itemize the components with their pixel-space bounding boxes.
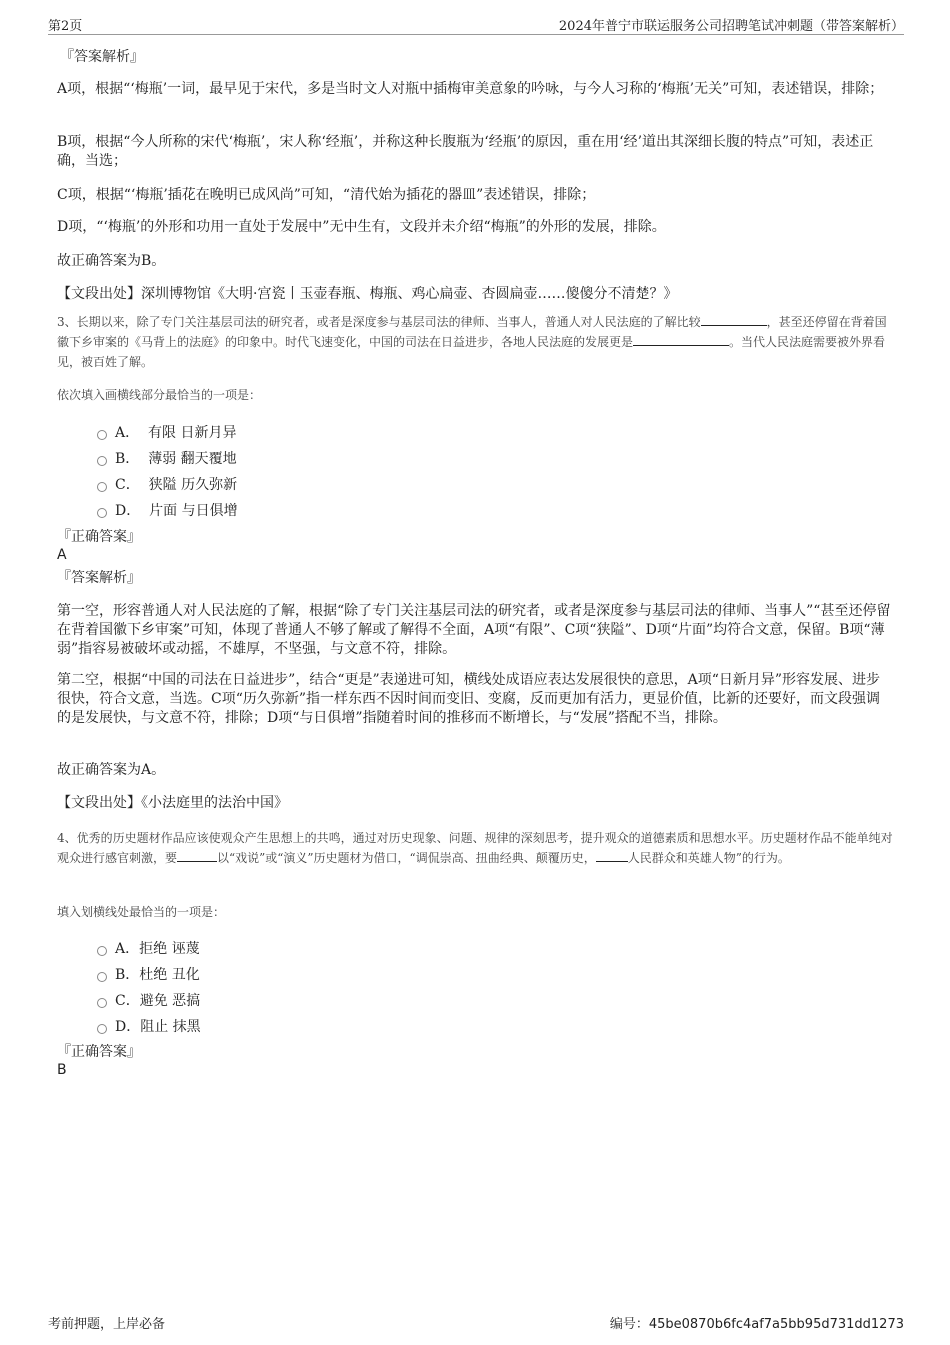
q3-option-a-letter: A． — [115, 425, 140, 441]
q3-option-d-letter: D． — [115, 503, 141, 519]
q3-option-b-radio[interactable] — [97, 456, 107, 466]
page-number: 第2页 — [48, 19, 83, 34]
q4-option-b-text: 杜绝 丑化 — [139, 967, 200, 983]
q4-option-b-radio[interactable] — [97, 972, 107, 982]
q3-option-b[interactable] — [115, 448, 237, 468]
q4-option-b[interactable] — [115, 964, 200, 984]
q3-option-c-text: 狭隘 历久弥新 — [148, 477, 238, 493]
q3-option-d[interactable] — [115, 500, 238, 520]
q3-stem-part1: 3、长期以来，除了专门关注基层司法的研究者，或者是深度参与基层司法的律师、当事人，普通人对人民法庭的了解比较 — [57, 315, 701, 329]
q4-option-d[interactable] — [115, 1016, 201, 1036]
q3-stem-part3: 。当代人民法庭需要被外界看见，被百姓了解。 — [57, 335, 886, 369]
q3-option-c-letter: C． — [115, 477, 140, 493]
q4-option-c-radio[interactable] — [97, 998, 107, 1008]
q2-analysis-c: C项，根据“‘梅瓶’插花在晚明已成风尚”可知，“清代始为插花的器皿”表述错误，排除； — [57, 187, 596, 203]
q3-analysis-1: 第一空，形容普通人对人民法庭的了解，根据“除了专门关注基层司法的研究者，或者是深度参与基层司法的律师、当事人”“甚至还停留在背着国徽下乡审案”可知，体现了普通人不够了解或了解得不全面，A项“有限”、C项“狭隘”、D项“片面”均符合文意，保留。B项“薄弱”指容易被破坏或动摇，不雄厚，不坚强，与文意不符，排除。 — [57, 603, 891, 657]
q4-correct-answer: B — [57, 1062, 67, 1078]
q3-blank-1 — [701, 313, 767, 326]
q2-analysis-b: B项，根据“今人所称的宋代‘梅瓶’，宋人称‘经瓶’，并称这种长腹瓶为‘经瓶’的原因，重在用‘经’道出其深细长腹的特点”可知，表述正确，当选； — [57, 134, 874, 169]
q3-blank-2 — [633, 333, 729, 346]
q3-source: 【文段出处】《小法庭里的法治中国》 — [57, 795, 288, 811]
q4-option-c[interactable] — [115, 990, 200, 1010]
q3-option-a[interactable] — [115, 422, 236, 442]
q3-analysis-2: 第二空，根据“中国的司法在日益进步”，结合“更是”表递进可知，横线处成语应表达发展很快的意思，A项“日新月异”形容发展、进步很快，符合文意，当选。C项“历久弥新”指一样东西不因时间而变旧、变腐，反而更加有活力，更显价值，比新的还要好，而文段强调的是发展快，与文意不符，排除；D项“与日俱增”指随着时间的推移而不断增长，与“发展”搭配不当，排除。 — [57, 672, 881, 726]
q3-stem-part2: ，甚至还停留在背着国徽下乡审案的《马背上的法庭》的印象中。时代飞速变化，中国的司法在日益进步，各地人民法庭的发展更是 — [57, 315, 887, 349]
q4-option-d-radio[interactable] — [97, 1024, 107, 1034]
q4-option-b-letter: B． — [115, 967, 140, 983]
q2-analysis-d: D项，“‘梅瓶’的外形和功用一直处于发展中”无中生有，文段并未介绍“梅瓶”的外形的发展，排除。 — [57, 219, 666, 235]
q4-prompt: 填入划横线处最恰当的一项是： — [57, 905, 226, 919]
document-code-value: 45be0870b6fc4af7a5bb95d731dd1273 — [648, 1317, 904, 1332]
q3-option-c-radio[interactable] — [97, 482, 107, 492]
q4-stem-part2: 以“戏说”或“演义”历史题材为借口，“调侃崇高、扭曲经典、颠覆历史， — [217, 851, 596, 865]
q3-option-d-text: 片面 与日俱增 — [149, 503, 238, 519]
q3-conclusion: 故正确答案为A。 — [57, 762, 166, 778]
q3-option-b-letter: B． — [115, 451, 140, 467]
q4-option-c-letter: C． — [115, 993, 140, 1009]
q4-option-a[interactable] — [115, 938, 200, 958]
q4-option-c-text: 避免 恶搞 — [139, 993, 201, 1009]
document-code-label: 编号： — [609, 1317, 649, 1332]
q4-stem-part1: 4、优秀的历史题材作品应该使观众产生思想上的共鸣，通过对历史现象、问题、规律的深刻思考，提升观众的道德素质和思想水平。历史题材作品不能单纯对观众进行感官刺激，要 — [57, 831, 893, 865]
document-title: 2024年普宁市联运服务公司招聘笔试冲刺题（带答案解析） — [558, 19, 904, 34]
q4-stem — [57, 828, 897, 868]
page-header — [48, 14, 904, 35]
q3-analysis-title: 『答案解析』 — [57, 570, 141, 586]
q3-correct-title: 『正确答案』 — [57, 529, 141, 545]
q4-option-a-text: 拒绝 诬蔑 — [139, 941, 200, 957]
q3-option-d-radio[interactable] — [97, 508, 107, 518]
q4-stem-part3: 人民群众和英雄人物”的行为。 — [627, 851, 790, 865]
q4-option-d-text: 阻止 抹黑 — [140, 1019, 201, 1035]
q4-correct-title: 『正确答案』 — [57, 1044, 141, 1060]
document-code — [610, 1313, 904, 1332]
q4-option-a-letter: A． — [115, 941, 140, 957]
footer-slogan: 考前押题，上岸必备 — [48, 1317, 166, 1332]
q3-prompt: 依次填入画横线部分最恰当的一项是： — [57, 388, 262, 402]
q2-analysis-title: 『答案解析』 — [60, 49, 144, 65]
q2-analysis-a: A项，根据“‘梅瓶’一词，最早见于宋代，多是当时文人对瓶中插梅审美意象的吟咏，与今人习称的‘梅瓶’无关”可知，表述错误，排除； — [57, 81, 884, 97]
q3-option-a-text: 有限 日新月异 — [148, 425, 237, 441]
q3-option-a-radio[interactable] — [97, 430, 107, 440]
q4-option-a-radio[interactable] — [97, 946, 107, 956]
q2-source: 【文段出处】深圳博物馆《大明·宫瓷丨玉壶春瓶、梅瓶、鸡心扁壶、杏圆扁壶……傻傻分不清楚？》 — [57, 286, 678, 302]
q3-option-c[interactable] — [115, 474, 237, 494]
q3-correct-answer: A — [57, 547, 67, 563]
q2-conclusion: 故正确答案为B。 — [57, 253, 166, 269]
q4-option-d-letter: D． — [115, 1019, 141, 1035]
q3-option-b-text: 薄弱 翻天覆地 — [148, 451, 237, 467]
q4-blank-1 — [177, 849, 217, 862]
q4-blank-2 — [596, 849, 628, 862]
q3-stem — [57, 312, 897, 372]
